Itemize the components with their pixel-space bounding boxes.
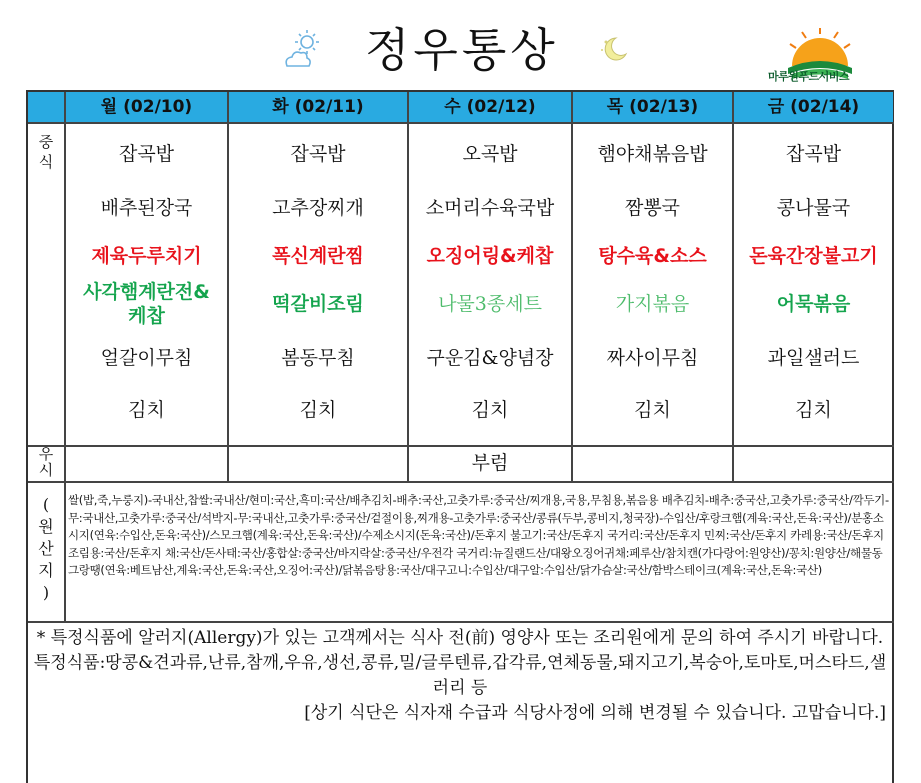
moon-star-icon	[598, 34, 632, 64]
notice-line-2: 특정식품:땅콩&견과류,난류,참깨,우유,생선,콩류,밀/글루텐류,갑각류,연체동물,돼지고기,복숭아,토마토,머스타드,샐러리 등	[33, 653, 887, 698]
origin-info: 쌀(밥,죽,누룽지)-국내산,찹쌀:국내산/현미:국산,흑미:국산/배추김치-배추:국산,고춧가루:중국산/찌개용,국용,무침용,볶음용 배추김치-배추:중국산,고춧가루:중국산/깍두기-무:국내산,고춧가루:중국산/석박지-무:국내산,고춧가루:중국산/겉절이용,찌개용-고춧가루:중국산/콩류(두부,콩비지,청국장)-수입산/후랑크햄(계육:국산,돈육:국산)/분홍소시지(연육:수입산,돈육:국산)/스모크햄(계육:국산,돈육:국산)/수제소시지(돈육:국산)/돈후지 불고기:국산/돈후지 국거리:국산/돈후지 민찌:국산/돈후지 카레용:국산/돈후지 조림용:국산/돈후지 채:국산/돈사태:국산/홍합살:중국산/바지락살:중국산/우전각 국거리:뉴질랜드산/대왕오징어귀채:페루산/참치캔(가다랑어:원양산)/꽁치:원양산/해물동그랑땡(연육:베트남산,계육:국산,돈육:국산,오징어:국산)/닭볶음탕용:국산/대구고니:수입산/대구알:수입산/닭가슴살:국산/함박스테이크(계육:국산,돈육:국산)	[68, 493, 889, 577]
allergy-notice	[28, 626, 892, 726]
menu-item: 어묵볶음	[776, 293, 851, 315]
lunch-label: 중 식	[38, 133, 54, 171]
menu-item: 잡곡밥	[785, 143, 842, 165]
grid-line	[28, 445, 894, 447]
day-header-tue: 화 (02/11)	[229, 92, 407, 122]
menu-item: 짜사이무침	[606, 347, 699, 369]
menu-item: 가지볶음	[615, 293, 690, 315]
grid-line	[64, 481, 66, 621]
menu-item: 나물3종세트	[438, 293, 542, 315]
menu-item: 김치	[634, 399, 671, 421]
menu-item: 돈육간장불고기	[749, 245, 878, 267]
menu-item: 폭신계란찜	[272, 245, 364, 267]
menu-column-wed	[409, 124, 571, 444]
notice-line-1: * 특정식품에 알러지(Allergy)가 있는 고객께서는 식사 전(前) 영양사 또는 조리원에게 문의 하여 주시기 바랍니다.	[36, 628, 884, 648]
menu-item: 봄동무침	[281, 347, 355, 369]
grid-line	[28, 481, 894, 483]
day-header-thu: 목 (02/13)	[573, 92, 732, 122]
menu-item: 잡곡밥	[118, 143, 175, 165]
menu-item: 짬뽕국	[624, 197, 681, 219]
menu-item: 오곡밥	[462, 143, 518, 165]
dessert-item: 부럼	[471, 452, 509, 474]
sun-cloud-icon	[283, 28, 321, 70]
menu-item: 김치	[795, 399, 832, 421]
day-header-fri: 금 (02/14)	[734, 92, 893, 122]
menu-item: 과일샐러드	[767, 347, 860, 369]
menu-item: 사각햄계란전& 케찹	[83, 281, 210, 327]
menu-item: 떡갈비조림	[272, 293, 364, 315]
menu-column-thu	[573, 124, 732, 444]
menu-item: 고추장찌개	[272, 197, 364, 219]
menu-item: 잡곡밥	[290, 143, 346, 165]
grid-line	[28, 621, 894, 623]
logo-text: 마루원푸드서비스	[768, 70, 850, 83]
dessert-label: 우 시	[38, 446, 54, 479]
menu-column-mon	[66, 124, 227, 444]
menu-item: 김치	[471, 399, 509, 421]
notice-line-3: [상기 식단은 식자재 수급과 식당사정에 의해 변경될 수 있습니다. 고맙습니다.]	[304, 703, 886, 723]
menu-item: 오징어링&케찹	[426, 245, 554, 267]
menu-item: 배추된장국	[100, 197, 193, 219]
menu-item: 제육두루치기	[91, 245, 202, 267]
menu-item: 구운김&양념장	[426, 347, 554, 369]
menu-item: 소머리수육국밥	[425, 197, 555, 219]
day-header-mon: 월 (02/10)	[66, 92, 227, 122]
menu-item: 콩나물국	[776, 197, 851, 219]
menu-item: 김치	[299, 399, 337, 421]
menu-item: 김치	[128, 399, 165, 421]
menu-item: 얼갈이무침	[100, 347, 193, 369]
menu-column-tue	[229, 124, 407, 444]
menu-column-fri	[734, 124, 893, 444]
origin-label: ( 원 산 지 )	[38, 495, 54, 602]
header	[0, 0, 921, 88]
menu-item: 탕수육&소스	[598, 245, 707, 267]
page-title: 정우통상	[365, 23, 559, 77]
menu-item: 햄야채볶음밥	[597, 143, 708, 165]
day-header-wed: 수 (02/12)	[409, 92, 571, 122]
header-corner	[28, 92, 64, 122]
